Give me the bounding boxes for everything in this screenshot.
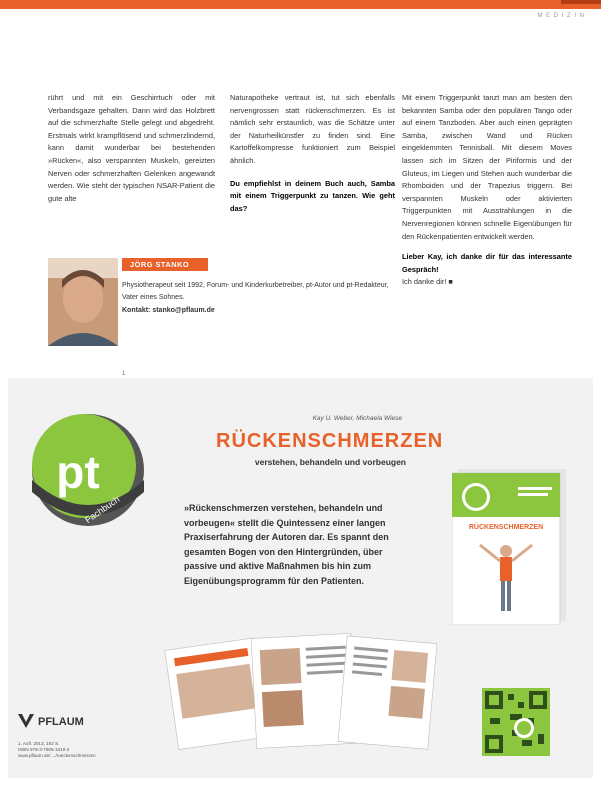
book-description: »Rückenschmerzen verstehen, behandeln und vorbeugen« stellt die Quintessenz einer langen Praxiserfahrung der Autoren dar. Es spannt den gesamten Bogen von den Hintergründen, über passive und aktive Maßnahmen bis hin zum Eigenübungsprogramm für den Patienten. xyxy=(184,503,389,586)
article-column-1 xyxy=(48,92,215,205)
qr-code[interactable] xyxy=(482,688,550,756)
publisher-info xyxy=(18,741,178,759)
publisher-info-line: 1. Aufl. 2013, 192 S. xyxy=(18,741,60,746)
article-paragraph: Mit einem Triggerpunkt tanzt man am besten den bekannten Samba oder den populären Tango oder auf einem Tanzboden. Aber auch einen geprägten Samba, zwischen Wand und Rücken eingeklemmten Tennisball. Mit diesem Moves lassen sich im Sitzen der Piriformis und der Gluteus, im Liegen und Stehen auch wunderbar die Rhomboiden und der Trapezius triggern. Bei verspannten Muskeln oder aktivierten Triggerpunkten mit Ausstrahlungen in die Nervenregionen können schnelle Eigenübungen für den Rückenpatienten entwickelt werden. xyxy=(402,93,572,241)
book-cover-image xyxy=(452,465,570,625)
author-bio xyxy=(122,280,392,317)
logo-subtext: Fachbuch xyxy=(83,494,122,525)
page-mark: 1 xyxy=(122,371,126,377)
author-name-tag: JÖRG STANKO xyxy=(122,258,208,271)
article-paragraph: Naturapotheke vertraut ist, tut sich ebenfalls nervengrossen statt rückenschmerzen. Es ist nämlich sehr erstaunlich, was die Schätze unter der Naturheilkünstler zu finden sind. Eine Kartoffelkompresse funktioniert zum Beispiel ähnlich. xyxy=(230,93,395,165)
book-cover-title: RÜCKENSCHMERZEN xyxy=(468,524,544,531)
interview-question: Du empfiehlst in deinem Buch auch, Samba mit einem Triggerpunkt zu tanzen. Wie geht das? xyxy=(230,178,395,213)
publisher-info-line: www.pflaum.de/..../rueckenschmerzen xyxy=(18,753,96,758)
top-accent-bar xyxy=(0,0,601,9)
author-bio-text: Physiotherapeut seit 1992, Forum- und Kinderkurbetreiber, pt-Autor und pt-Redakteur, Vater eines Sohnes. xyxy=(122,282,389,302)
closing-line: Ich danke dir! ■ xyxy=(402,277,453,287)
logo-text: pt xyxy=(56,446,100,498)
author-photo xyxy=(48,258,118,346)
article-column-2 xyxy=(230,92,395,215)
publisher-info-line: ISBN 978-3-7905-1010-4 xyxy=(18,747,70,752)
pt-fachbuch-logo xyxy=(28,410,148,530)
section-header: M E D I Z I N xyxy=(537,13,585,19)
pflaum-publisher-logo xyxy=(18,712,98,730)
book-title: RÜCKENSCHMERZEN xyxy=(216,430,444,452)
book-sample-pages xyxy=(162,628,442,758)
article-paragraph: rührt und mit ein Geschirrtuch oder mit Verbandsgaze gehalten. Dann wird das Holzbrett auf die schmerzhafte Stelle gelegt und abgedreht. Erstmals wirkt krampflösend und schmerzlindernd, kann damit wunderbar bei bestehenden »Rücken«, also verspannten Muskeln, gereizten Nerven oder schmerzhaften Gelenken angewandt werden. Wie steht der typischen NSAR-Patient die gute alte xyxy=(48,93,215,203)
interview-question: Lieber Kay, ich danke dir für das interessante Gespräch! xyxy=(402,252,572,274)
book-authors: Kay U. Weber, Michaela Wiese xyxy=(312,415,402,422)
top-accent-bar-dark xyxy=(561,0,601,4)
author-contact: Kontakt: stanko@pflaum.de xyxy=(122,306,215,314)
article-column-3 xyxy=(402,92,572,289)
publisher-name: PFLAUM xyxy=(38,716,84,728)
book-subtitle: verstehen, behandeln und vorbeugen xyxy=(254,457,406,467)
